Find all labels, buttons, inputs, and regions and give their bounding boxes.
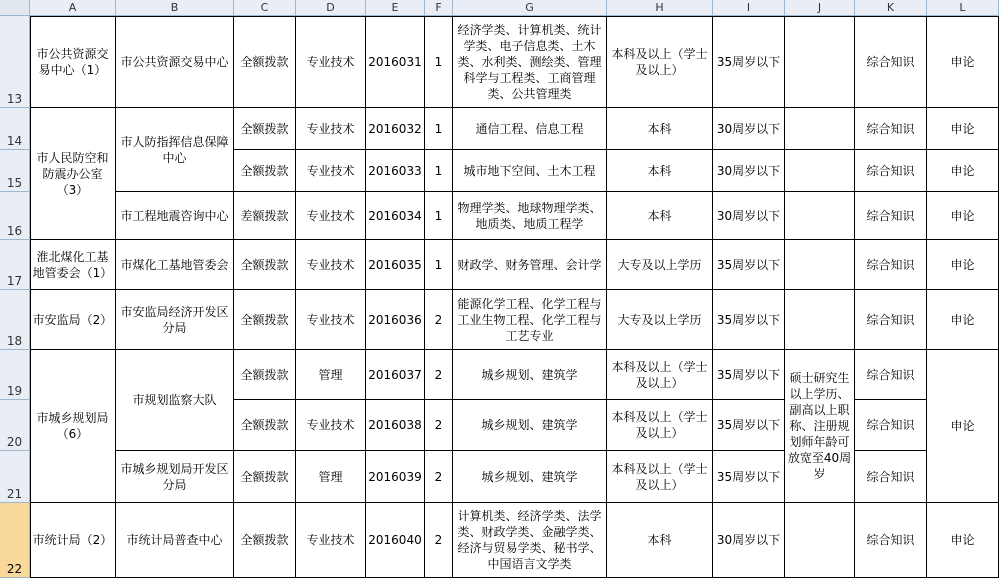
cell-e22[interactable]: 2016040 [366,503,425,578]
row-header-13[interactable]: 13 [0,16,30,108]
cell-c14[interactable]: 全额拨款 [234,108,296,150]
cell-l16[interactable]: 申论 [927,192,999,240]
cell-e14[interactable]: 2016032 [366,108,425,150]
cell-b22[interactable]: 市统计局普查中心 [116,503,234,578]
cell-l15[interactable]: 申论 [927,150,999,192]
cell-d14[interactable]: 专业技术 [296,108,366,150]
cell-j14[interactable] [785,108,855,150]
cell-b14[interactable]: 市人防指挥信息保障中心 [116,108,234,192]
cell-g21[interactable]: 城乡规划、建筑学 [453,451,607,503]
cell-e16[interactable]: 2016034 [366,192,425,240]
cell-e17[interactable]: 2016035 [366,240,425,290]
cell-g14[interactable]: 通信工程、信息工程 [453,108,607,150]
column-header-i[interactable]: I [713,0,785,16]
cell-f18[interactable]: 2 [425,290,453,350]
cell-g19[interactable]: 城乡规划、建筑学 [453,350,607,400]
cell-l17[interactable]: 申论 [927,240,999,290]
column-header-c[interactable]: C [234,0,296,16]
cell-a14[interactable]: 市人民防空和防震办公室（3） [30,108,116,240]
cell-j22[interactable] [785,503,855,578]
cell-e18[interactable]: 2016036 [366,290,425,350]
row-header-21[interactable]: 21 [0,451,30,503]
cell-k21[interactable]: 综合知识 [855,451,927,503]
column-header-g[interactable]: G [453,0,607,16]
column-header-h[interactable]: H [607,0,713,16]
cell-c13[interactable]: 全额拨款 [234,16,296,108]
cell-g15[interactable]: 城市地下空间、土木工程 [453,150,607,192]
cell-f17[interactable]: 1 [425,240,453,290]
cell-i15[interactable]: 30周岁以下 [713,150,785,192]
cell-h22[interactable]: 本科 [607,503,713,578]
cell-h20[interactable]: 本科及以上（学士及以上） [607,400,713,451]
cell-k13[interactable]: 综合知识 [855,16,927,108]
cell-f22[interactable]: 2 [425,503,453,578]
cell-d13[interactable]: 专业技术 [296,16,366,108]
cell-c19[interactable]: 全额拨款 [234,350,296,400]
cell-h13[interactable]: 本科及以上（学士及以上） [607,16,713,108]
column-header-b[interactable]: B [116,0,234,16]
cell-c16[interactable]: 差额拨款 [234,192,296,240]
cell-e21[interactable]: 2016039 [366,451,425,503]
cell-k20[interactable]: 综合知识 [855,400,927,451]
row-header-18[interactable]: 18 [0,290,30,350]
cell-h19[interactable]: 本科及以上（学士及以上） [607,350,713,400]
cell-c18[interactable]: 全额拨款 [234,290,296,350]
cell-k17[interactable]: 综合知识 [855,240,927,290]
column-header-d[interactable]: D [296,0,366,16]
row-header-16[interactable]: 16 [0,192,30,240]
cell-b19[interactable]: 市规划监察大队 [116,350,234,451]
row-header-15[interactable]: 15 [0,150,30,192]
cell-j13[interactable] [785,16,855,108]
cell-f14[interactable]: 1 [425,108,453,150]
column-header-a[interactable]: A [30,0,116,16]
cell-g16[interactable]: 物理学类、地球物理学类、地质类、地质工程学 [453,192,607,240]
cell-d20[interactable]: 专业技术 [296,400,366,451]
column-header-j[interactable]: J [785,0,855,16]
cell-c20[interactable]: 全额拨款 [234,400,296,451]
cell-i17[interactable]: 35周岁以下 [713,240,785,290]
column-header-k[interactable]: K [855,0,927,16]
cell-g17[interactable]: 财政学、财务管理、会计学 [453,240,607,290]
cell-l14[interactable]: 申论 [927,108,999,150]
cell-d15[interactable]: 专业技术 [296,150,366,192]
row-header-20[interactable]: 20 [0,400,30,451]
cell-k19[interactable]: 综合知识 [855,350,927,400]
row-header-17[interactable]: 17 [0,240,30,290]
cell-d17[interactable]: 专业技术 [296,240,366,290]
cell-j17[interactable] [785,240,855,290]
row-header-19[interactable]: 19 [0,350,30,400]
cell-f15[interactable]: 1 [425,150,453,192]
cell-g20[interactable]: 城乡规划、建筑学 [453,400,607,451]
cell-h14[interactable]: 本科 [607,108,713,150]
cell-d18[interactable]: 专业技术 [296,290,366,350]
cell-i19[interactable]: 35周岁以下 [713,350,785,400]
cell-a22[interactable]: 市统计局（2） [30,503,116,578]
cell-f19[interactable]: 2 [425,350,453,400]
cell-b18[interactable]: 市安监局经济开发区分局 [116,290,234,350]
cell-e13[interactable]: 2016031 [366,16,425,108]
cell-e20[interactable]: 2016038 [366,400,425,451]
column-header-e[interactable]: E [366,0,425,16]
cell-f13[interactable]: 1 [425,16,453,108]
cell-c17[interactable]: 全额拨款 [234,240,296,290]
cell-j15[interactable] [785,150,855,192]
cell-f20[interactable]: 2 [425,400,453,451]
cell-a17[interactable]: 淮北煤化工基地管委会（1） [30,240,116,290]
cell-h17[interactable]: 大专及以上学历 [607,240,713,290]
cell-i22[interactable]: 30周岁以下 [713,503,785,578]
cell-k16[interactable]: 综合知识 [855,192,927,240]
cell-g22[interactable]: 计算机类、经济学类、法学类、财政学类、金融学类、经济与贸易学类、秘书学、中国语言文学类 [453,503,607,578]
cell-i20[interactable]: 35周岁以下 [713,400,785,451]
row-header-14[interactable]: 14 [0,108,30,150]
cell-c22[interactable]: 全额拨款 [234,503,296,578]
cell-a19[interactable]: 市城乡规划局（6） [30,350,116,503]
cell-e19[interactable]: 2016037 [366,350,425,400]
cell-l18[interactable]: 申论 [927,290,999,350]
cell-i14[interactable]: 30周岁以下 [713,108,785,150]
cell-f21[interactable]: 2 [425,451,453,503]
cell-d16[interactable]: 专业技术 [296,192,366,240]
cell-c21[interactable]: 全额拨款 [234,451,296,503]
cell-l13[interactable]: 申论 [927,16,999,108]
cell-g18[interactable]: 能源化学工程、化学工程与工业生物工程、化学工程与工艺专业 [453,290,607,350]
cell-l19[interactable]: 申论 [927,350,999,503]
cell-f16[interactable]: 1 [425,192,453,240]
cell-b16[interactable]: 市工程地震咨询中心 [116,192,234,240]
cell-c15[interactable]: 全额拨款 [234,150,296,192]
cell-l22[interactable]: 申论 [927,503,999,578]
cell-j16[interactable] [785,192,855,240]
cell-a13[interactable]: 市公共资源交易中心（1） [30,16,116,108]
cell-h21[interactable]: 本科及以上（学士及以上） [607,451,713,503]
cell-b13[interactable]: 市公共资源交易中心 [116,16,234,108]
cell-b21[interactable]: 市城乡规划局开发区分局 [116,451,234,503]
cell-e15[interactable]: 2016033 [366,150,425,192]
cell-h16[interactable]: 本科 [607,192,713,240]
row-header-22[interactable]: 22 [0,503,30,578]
cell-j18[interactable] [785,290,855,350]
column-header-l[interactable]: L [927,0,999,16]
cell-k15[interactable]: 综合知识 [855,150,927,192]
cell-i18[interactable]: 35周岁以下 [713,290,785,350]
cell-d22[interactable]: 专业技术 [296,503,366,578]
cell-j19[interactable]: 硕士研究生以上学历、副高以上职称、注册规划师年龄可放宽至40周岁 [785,350,855,503]
cell-i21[interactable]: 35周岁以下 [713,451,785,503]
cell-k22[interactable]: 综合知识 [855,503,927,578]
cell-i13[interactable]: 35周岁以下 [713,16,785,108]
cell-a18[interactable]: 市安监局（2） [30,290,116,350]
cell-d21[interactable]: 管理 [296,451,366,503]
cell-k18[interactable]: 综合知识 [855,290,927,350]
cell-g13[interactable]: 经济学类、计算机类、统计学类、电子信息类、土木类、水利类、测绘类、管理科学与工程类、工商管理类、公共管理类 [453,16,607,108]
cell-b17[interactable]: 市煤化工基地管委会 [116,240,234,290]
cell-d19[interactable]: 管理 [296,350,366,400]
cell-h15[interactable]: 本科 [607,150,713,192]
column-header-f[interactable]: F [425,0,453,16]
cell-h18[interactable]: 大专及以上学历 [607,290,713,350]
select-all-corner[interactable] [0,0,30,16]
cell-i16[interactable]: 30周岁以下 [713,192,785,240]
cell-k14[interactable]: 综合知识 [855,108,927,150]
